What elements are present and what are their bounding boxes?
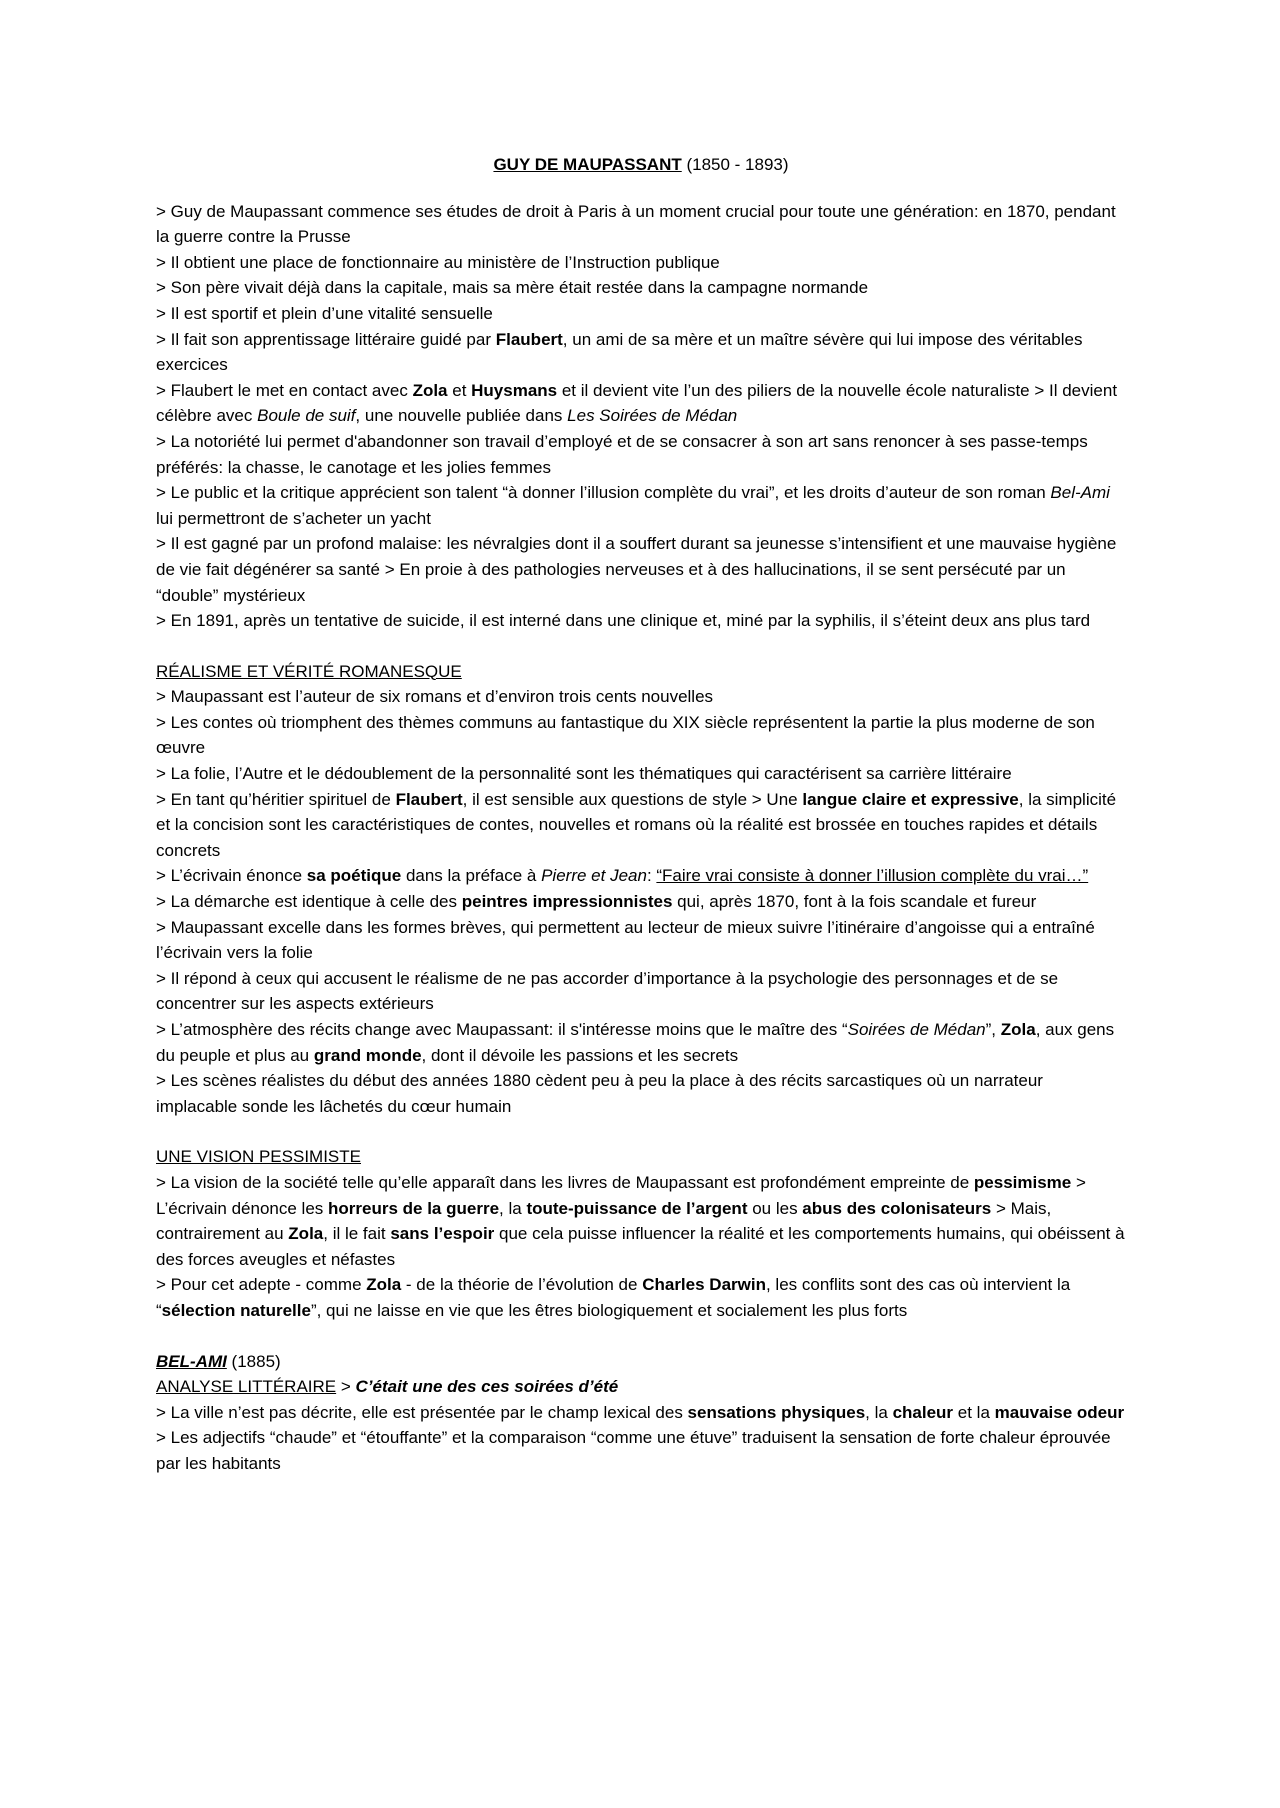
realisme-paragraph: > La démarche est identique à celle des peintres impressionnistes qui, après 1870, font à la fois scandale et fureur [156,892,1037,912]
realisme-paragraph: > Les scènes réalistes du début des années 1880 cèdent peu à peu la place à des récits sarcastiques où un narrateur implacable sonde les lâchetés du cœur humain [156,1071,1043,1116]
bio-paragraph: > Il fait son apprentissage littéraire guidé par Flaubert, un ami de sa mère et un maître sévère qui lui impose des véritables exercices [156,329,1083,375]
bio-paragraph: > Guy de Maupassant commence ses études de droit à Paris à un moment crucial pour toute une génération: en 1870, pendant la guerre contre la Prusse [156,201,1116,247]
extract-title: C’était une des ces soirées d’été [355,1377,619,1397]
analyse-heading: ANALYSE LITTÉRAIRE [156,1377,337,1397]
realisme-paragraph: > L’écrivain énonce sa poétique dans la préface à Pierre et Jean: “Faire vrai consiste à donner l’illusion complète du vrai…” [156,866,1089,886]
pessimiste-paragraph: > La vision de la société telle qu’elle apparaît dans les livres de Maupassant est profondément empreinte de pessimisme > L’écrivain dénonce les horreurs de la guerre, la toute-puissance de l’argent ou les abus des colonisateurs > Mais, contrairement au Zola, il le fait sans l’espoir que cela puisse influencer la réalité et les comportements humains, qui obéissent à des forces aveugles et néfastes [156,1172,1125,1269]
belami-section [156,1349,1126,1477]
section-heading-pessimiste: UNE VISION PESSIMISTE [156,1147,361,1167]
document-page [156,152,1126,1477]
belami-title-text: BEL-AMI [156,1351,227,1371]
realisme-section [156,659,1126,1120]
bio-paragraph: > Son père vivait déjà dans la capitale, mais sa mère était restée dans la campagne normande [156,278,869,298]
pessimiste-paragraph: > Pour cet adepte - comme Zola - de la théorie de l’évolution de Charles Darwin, les conflits sont des cas où intervient la “sélection naturelle”, qui ne laisse en vie que les êtres biologiquement et socialement les plus forts [156,1275,1071,1320]
realisme-paragraph: > En tant qu’héritier spirituel de Flaubert, il est sensible aux questions de style > Une langue claire et expressive, la simplicité et la concision sont les caractéristiques de contes, nouvelles et romans où la réalité est brossée en touches rapides et détails concrets [156,789,1117,860]
document-title [156,152,1126,178]
bio-paragraph: > Il est gagné par un profond malaise: les névralgies dont il a souffert durant sa jeunesse s’intensifient et une mauvaise hygiène de vie fait dégénérer sa santé > En proie à des pathologies nerveuses et à des hallucinations, il se sent persécuté par un “double” mystérieux [156,534,1117,605]
title-dates: (1850 - 1893) [681,155,789,174]
biography-section [156,199,1126,634]
belami-paragraph: > La ville n’est pas décrite, elle est présentée par le champ lexical des sensations physiques, la chaleur et la mauvaise odeur [156,1402,1125,1422]
bio-paragraph: > Il est sportif et plein d’une vitalité sensuelle [156,303,493,323]
belami-paragraph: > Les adjectifs “chaude” et “étouffante” et la comparaison “comme une étuve” traduisent la sensation de forte chaleur éprouvée par les habitants [156,1428,1111,1473]
title-author-name: GUY DE MAUPASSANT [493,155,682,174]
realisme-paragraph: > Il répond à ceux qui accusent le réalisme de ne pas accorder d’importance à la psychologie des personnages et de se concentrer sur les aspects extérieurs [156,968,1059,1014]
realisme-paragraph: > La folie, l’Autre et le dédoublement de la personnalité sont les thématiques qui caractérisent sa carrière littéraire [156,764,1012,784]
bio-paragraph: > Il obtient une place de fonctionnaire au ministère de l’Instruction publique [156,252,720,272]
realisme-paragraph: > Les contes où triomphent des thèmes communs au fantastique du XIX siècle représentent la partie la plus moderne de son œuvre [156,712,1095,758]
realisme-paragraph: > Maupassant est l’auteur de six romans et d’environ trois cents nouvelles [156,687,714,707]
poetique-quote: “Faire vrai consiste à donner l’illusion complète du vrai…” [656,866,1089,886]
pessimiste-section [156,1144,1126,1323]
bio-paragraph: > En 1891, après un tentative de suicide, il est interné dans une clinique et, miné par la syphilis, il s’éteint deux ans plus tard [156,611,1091,631]
section-heading-realisme: RÉALISME ET VÉRITÉ ROMANESQUE [156,661,462,681]
bio-paragraph: > La notoriété lui permet d'abandonner son travail d’employé et de se consacrer à son art sans renoncer à ses passe-temps préférés: la chasse, le canotage et les jolies femmes [156,431,1088,477]
belami-year: (1885) [226,1351,281,1371]
bio-paragraph: > Flaubert le met en contact avec Zola et Huysmans et il devient vite l’un des piliers de la nouvelle école naturaliste > Il devient célèbre avec Boule de suif, une nouvelle publiée dans Les Soirées de Médan [156,380,1118,426]
belami-subheading: ANALYSE LITTÉRAIRE > C’était une des ces soirées d’été [156,1377,619,1397]
bio-paragraph: > Le public et la critique apprécient son talent “à donner l’illusion complète du vrai”, et les droits d’auteur de son roman Bel-Ami lui permettront de s’acheter un yacht [156,483,1110,528]
realisme-paragraph: > L’atmosphère des récits change avec Maupassant: il s'intéresse moins que le maître des “Soirées de Médan”, Zola, aux gens du peuple et plus au grand monde, dont il dévoile les passions et les secrets [156,1020,1115,1065]
realisme-paragraph: > Maupassant excelle dans les formes brèves, qui permettent au lecteur de mieux suivre l’itinéraire d’angoisse qui a entraîné l’écrivain vers la folie [156,917,1095,963]
belami-title [156,1349,1126,1375]
